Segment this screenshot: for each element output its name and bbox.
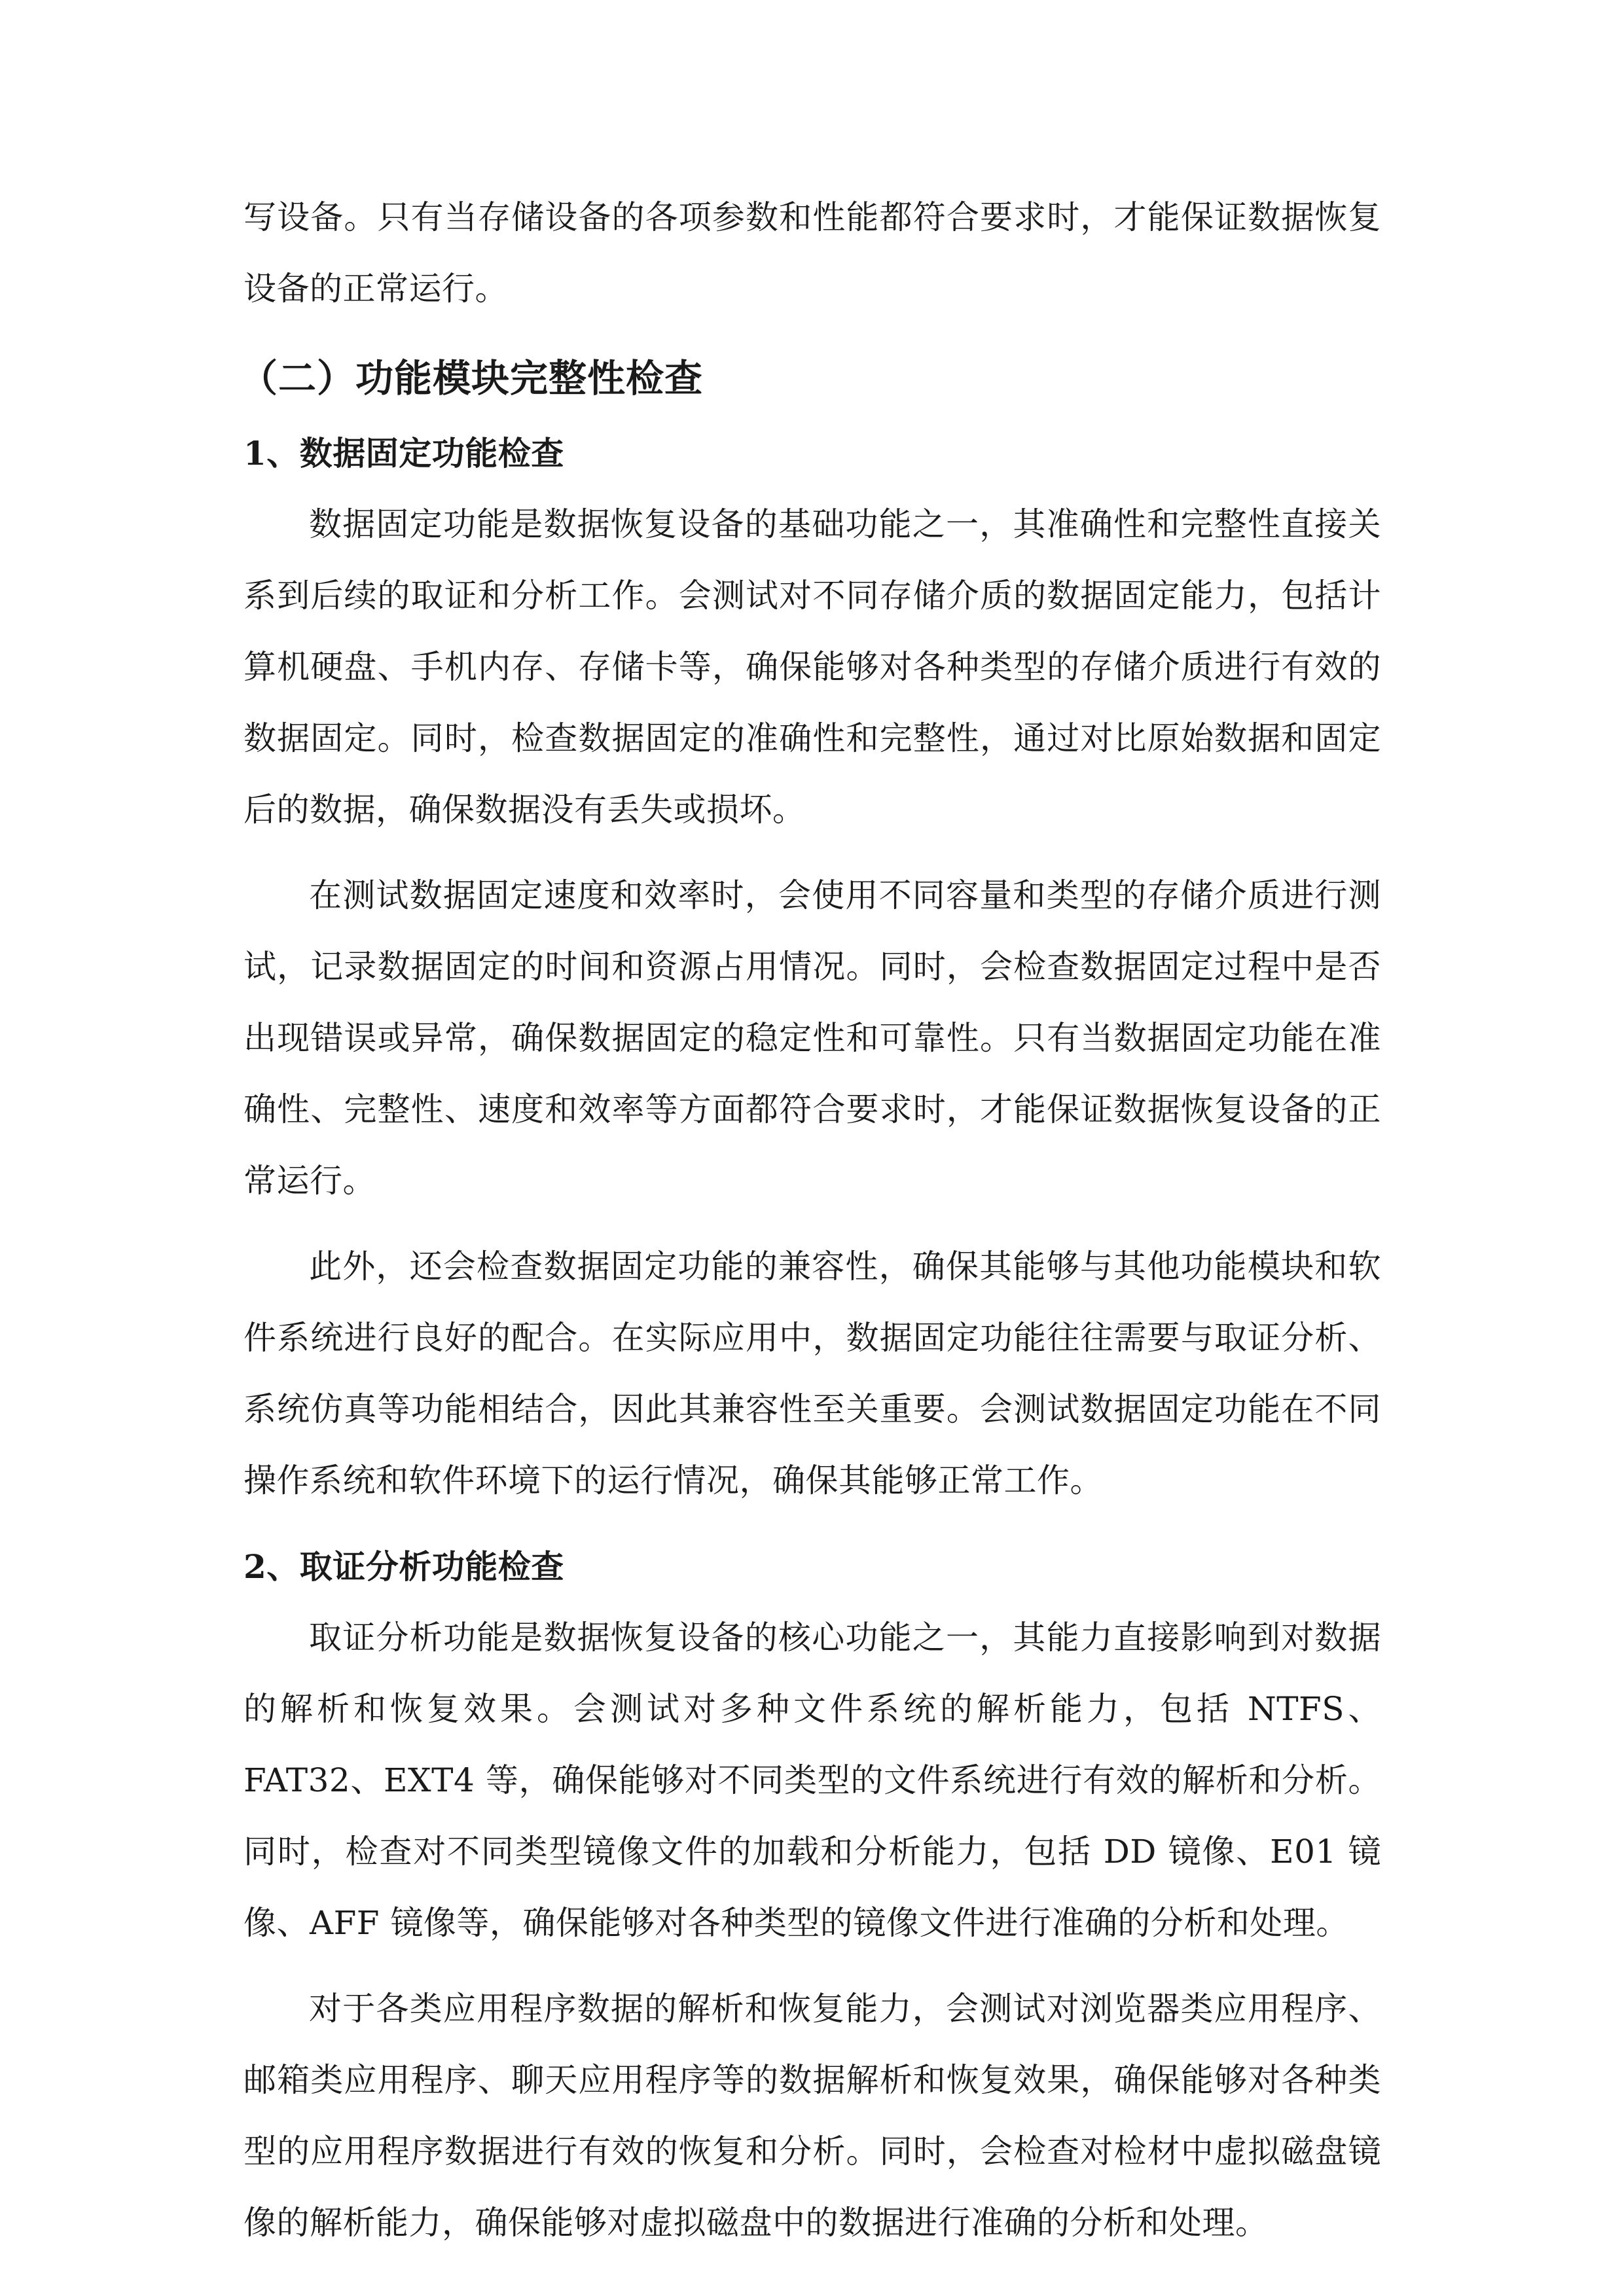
paragraph: 对于各类应用程序数据的解析和恢复能力，会测试对浏览器类应用程序、邮箱类应用程序、聊天应用程序等的数据解析和恢复效果，确保能够对各种类型的应用程序数据进行有效的恢复和分析。同时，会检查对检材中虚拟磁盘镜像的解析能力，确保能够对虚拟磁盘中的数据进行准确的分析和处理。 [244, 1990, 1381, 2242]
paragraph: 此外，还会检查数据固定功能的兼容性，确保其能够与其他功能模块和软件系统进行良好的配合。在实际应用中，数据固定功能往往需要与取证分析、系统仿真等功能相结合，因此其兼容性至关重要。会测试数据固定功能在不同操作系统和软件环境下的运行情况，确保其能够正常工作。 [244, 1247, 1381, 1499]
paragraph: 在测试数据固定速度和效率时，会使用不同容量和类型的存储介质进行测试，记录数据固定的时间和资源占用情况。同时，会检查数据固定过程中是否出现错误或异常，确保数据固定的稳定性和可靠性。只有当数据固定功能在准确性、完整性、速度和效率等方面都符合要求时，才能保证数据恢复设备的正常运行。 [244, 876, 1381, 1200]
spacer [244, 1516, 1381, 1531]
spacer [244, 1217, 1381, 1231]
continuation-paragraph: 写设备。只有当存储设备的各项参数和性能都符合要求时，才能保证数据恢复设备的正常运行。 [244, 198, 1381, 308]
spacer [244, 1959, 1381, 1973]
spacer [244, 846, 1381, 860]
page-content [240, 182, 1381, 2259]
subsection-2-heading: 2、取证分析功能检查 [244, 1547, 564, 1586]
section-heading: （二）功能模块完整性检查 [240, 356, 704, 401]
subsection-1-heading: 1、数据固定功能检查 [244, 434, 564, 473]
spacer [244, 325, 1381, 339]
paragraph: 数据固定功能是数据恢复设备的基础功能之一，其准确性和完整性直接关系到后续的取证和分析工作。会测试对不同存储介质的数据固定能力，包括计算机硬盘、手机内存、存储卡等，确保能够对各种类型的存储介质进行有效的数据固定。同时，检查数据固定的准确性和完整性，通过对比原始数据和固定后的数据，确保数据没有丢失或损坏。 [244, 505, 1381, 829]
paragraph: 取证分析功能是数据恢复设备的核心功能之一，其能力直接影响到对数据的解析和恢复效果。会测试对多种文件系统的解析能力，包括 NTFS、FAT32、EXT4 等，确保能够对不同类型的文件系统进行有效的解析和分析。同时，检查对不同类型镜像文件的加载和分析能力，包括 DD 镜像、E01 镜像、AFF 镜像等，确保能够对各种类型的镜像文件进行准确的分析和处理。 [244, 1619, 1381, 1942]
